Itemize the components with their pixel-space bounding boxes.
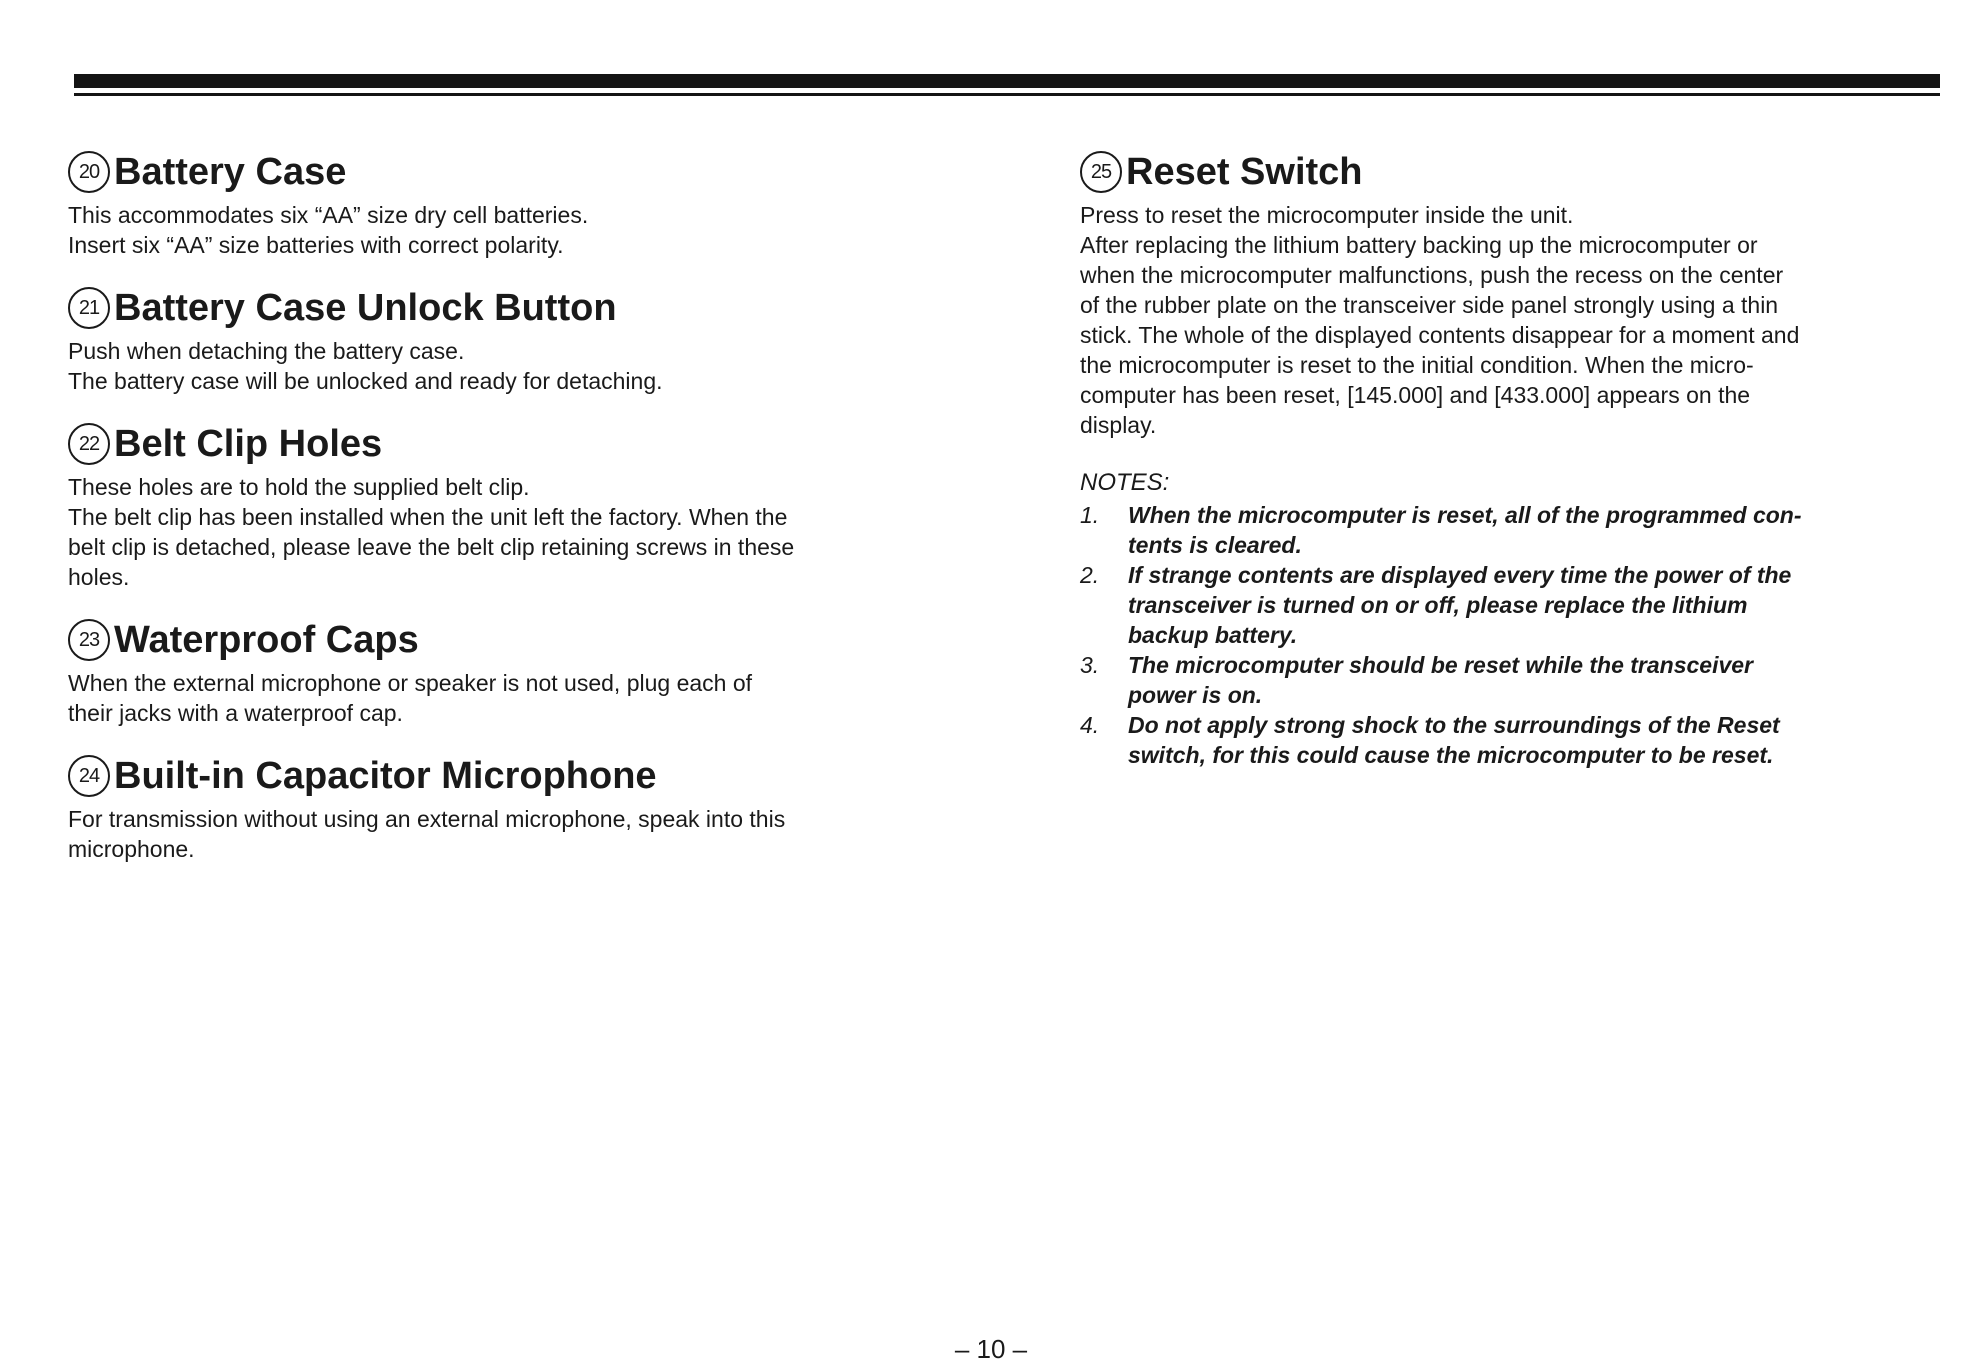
section-line: For transmission without using an external microphone, speak into this [68,806,786,832]
note-text [1128,560,1920,650]
section-line: The battery case will be unlocked and ready for detaching. [68,368,663,394]
section-line: Press to reset the microcomputer inside the unit. [1080,202,1574,228]
right-column [1080,150,1920,770]
item-number-badge: 24 [68,755,110,797]
section-line: When the external microphone or speaker is not used, plug each of [68,670,753,696]
section-heading [68,422,918,466]
left-column [68,150,918,890]
header-thin-rule [74,93,1940,96]
section-line: Insert six “AA” size batteries with correct polarity. [68,232,564,258]
note-item [1080,500,1920,560]
note-line: When the microcomputer is reset, all of the programmed con- [1128,502,1802,528]
note-line: The microcomputer should be reset while the transceiver [1128,652,1754,678]
note-line: power is on. [1128,682,1263,708]
section-heading [1080,150,1920,194]
header-thick-rule [74,74,1940,88]
section-title: Belt Clip Holes [114,423,383,465]
note-line: transceiver is turned on or off, please replace the lithium [1128,592,1748,618]
section-title: Reset Switch [1126,151,1363,193]
notes-list [1080,500,1920,770]
section-line: when the microcomputer malfunctions, push the recess on the center [1080,262,1784,288]
note-number: 2. [1080,562,1100,588]
item-number-badge: 20 [68,151,110,193]
section-line: This accommodates six “AA” size dry cell batteries. [68,202,589,228]
section-line: belt clip is detached, please leave the belt clip retaining screws in these [68,534,795,560]
item-number-badge: 22 [68,423,110,465]
section-line: holes. [68,564,130,590]
section-built-in-capacitor-microphone [68,754,918,864]
notes-label: NOTES: [1080,469,1170,496]
item-number-badge: 25 [1080,151,1122,193]
section-line: their jacks with a waterproof cap. [68,700,403,726]
item-number-badge: 21 [68,287,110,329]
note-text [1128,500,1920,560]
section-line: display. [1080,412,1157,438]
section-line: The belt clip has been installed when the unit left the factory. When the [68,504,788,530]
section-line: of the rubber plate on the transceiver side panel strongly using a thin [1080,292,1779,318]
reset-switch-description [1080,200,1920,440]
section-title: Waterproof Caps [114,619,419,661]
section-line: the microcomputer is reset to the initial condition. When the micro- [1080,352,1754,378]
note-line: If strange contents are displayed every time the power of the [1128,562,1792,588]
note-line: backup battery. [1128,622,1298,648]
section-waterproof-caps [68,618,918,728]
section-line: Push when detaching the battery case. [68,338,465,364]
note-item [1080,650,1920,710]
section-title: Built-in Capacitor Microphone [114,755,657,797]
note-line: tents is cleared. [1128,532,1302,558]
section-belt-clip-holes [68,422,918,592]
section-heading [68,150,918,194]
section-title: Battery Case Unlock Button [114,287,617,329]
note-line: Do not apply strong shock to the surroundings of the Reset [1128,712,1780,738]
section-heading [68,618,918,662]
section-heading [68,754,918,798]
section-battery-case [68,150,918,260]
note-number: 4. [1080,712,1100,738]
note-text [1128,710,1920,770]
note-line: switch, for this could cause the microcomputer to be reset. [1128,742,1774,768]
section-line: stick. The whole of the displayed contents disappear for a moment and [1080,322,1800,348]
section-title: Battery Case [114,151,347,193]
note-number: 3. [1080,652,1100,678]
item-number-badge: 23 [68,619,110,661]
note-item [1080,560,1920,650]
note-text [1128,650,1920,710]
section-line: microphone. [68,836,195,862]
section-line: After replacing the lithium battery backing up the microcomputer or [1080,232,1758,258]
section-line: computer has been reset, [145.000] and [433.000] appears on the [1080,382,1751,408]
note-number: 1. [1080,502,1100,528]
section-reset-switch [1080,150,1920,440]
page-number: – 10 – [954,1334,1028,1364]
section-line: These holes are to hold the supplied belt clip. [68,474,530,500]
note-item [1080,710,1920,770]
section-battery-case-unlock-button [68,286,918,396]
section-heading [68,286,918,330]
